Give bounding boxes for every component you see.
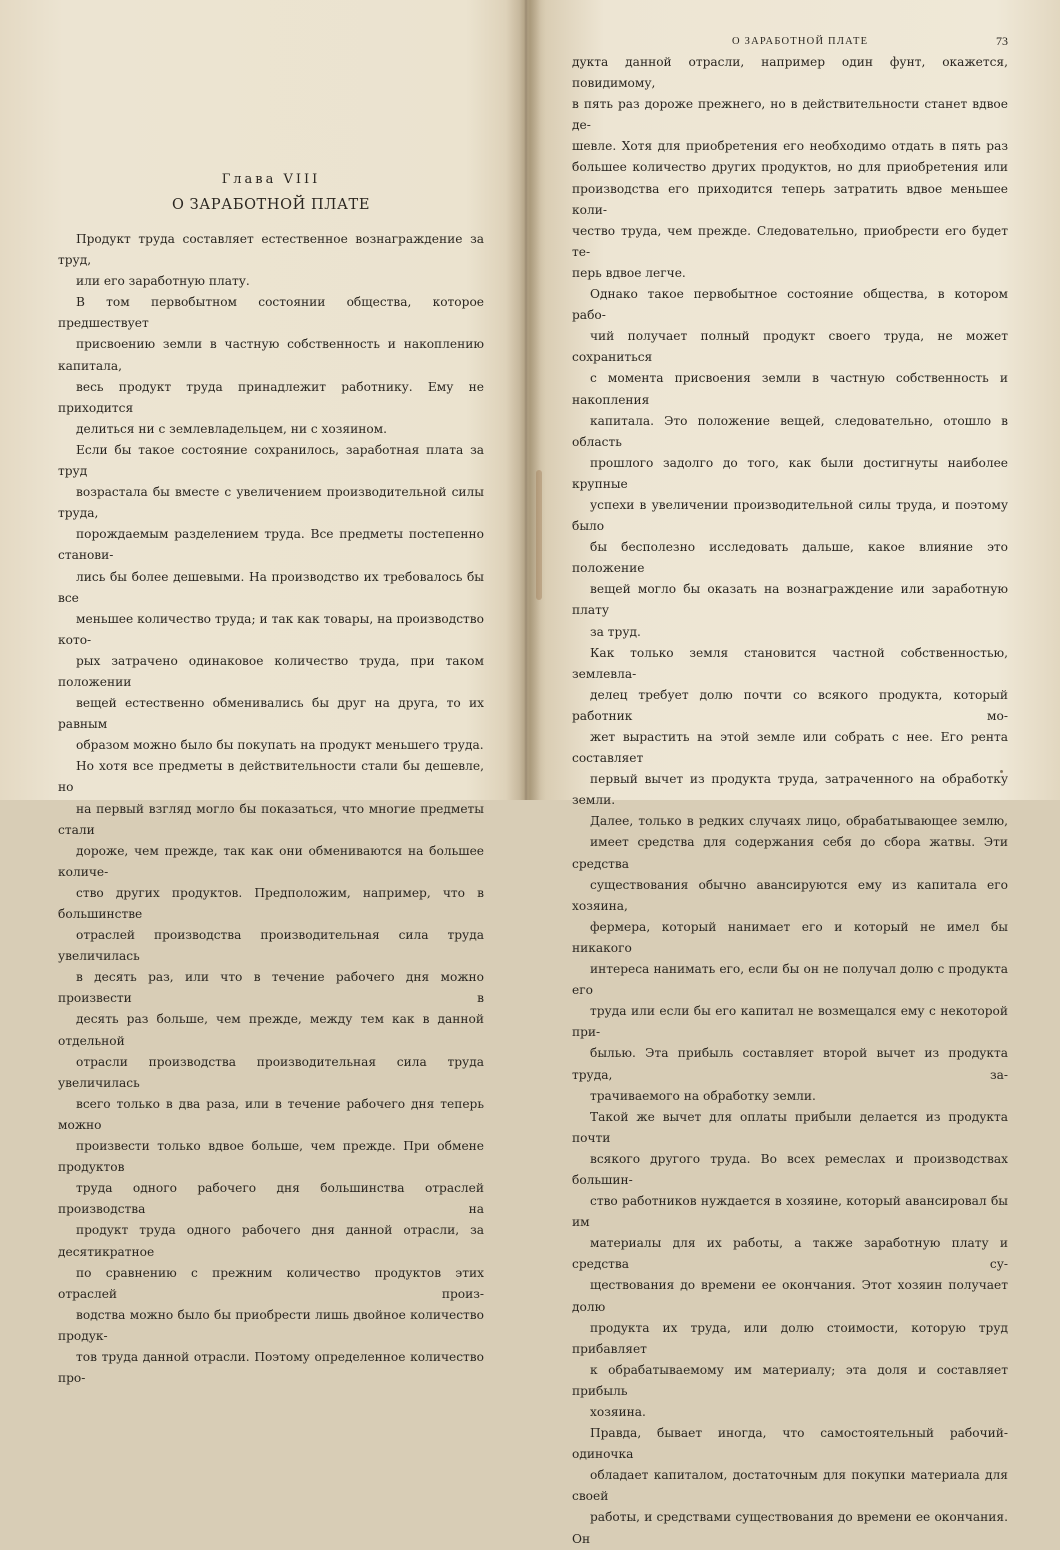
paragraph — [572, 1423, 1008, 1550]
text-line: вещей естественно обменивались бы друг на друга, то их равным — [58, 696, 484, 732]
text-line: первый вычет из продукта труда, затраченного на обработку земли. — [572, 772, 1008, 808]
paragraph — [572, 284, 1008, 643]
text-line: фермера, который нанимает его и который не имел бы никакого — [572, 919, 1008, 955]
paragraph — [58, 292, 484, 440]
right-page-body — [572, 52, 1008, 1550]
text-line: за труд. — [590, 624, 641, 639]
text-line: продукта их труда, или долю стоимости, которую труд прибавляет — [572, 1320, 1008, 1356]
text-line: образом можно было бы покупать на продукт меньшего труда. — [76, 738, 484, 753]
text-line: труда или если бы его капитал не возмещался ему с некоторой при- — [572, 1004, 1008, 1040]
chapter-label: Глава VIII — [221, 172, 321, 187]
book-gutter — [506, 0, 546, 800]
text-line: обладает капиталом, достаточным для покупки материала для своей — [572, 1468, 1008, 1504]
text-line: Правда, бывает иногда, что самостоятельный рабочий-одиночка — [572, 1426, 1008, 1462]
text-line: лись бы более дешевыми. На производство их требовалось бы все — [58, 569, 484, 605]
text-line: делиться ни с землевладельцем, ни с хозяином. — [76, 421, 388, 436]
text-line: меньшее количество труда; и так как товары, на производство кото- — [58, 611, 484, 647]
page-number: 73 — [996, 34, 1008, 48]
text-line: дукта данной отрасли, например один фунт, окажется, повидимому, — [572, 55, 1008, 91]
text-line: отраслей производства производительная сила труда увеличилась — [58, 928, 484, 964]
text-line: Если бы такое состояние сохранилось, заработная плата за труд — [58, 442, 484, 479]
text-line: капитала. Это положение вещей, следовательно, отошло в область — [572, 413, 1008, 449]
text-line: труда одного рабочего дня большинства отраслей производства на — [58, 1181, 484, 1217]
paper-stain — [536, 470, 542, 600]
text-line: ство других продуктов. Предположим, например, что в большинстве — [58, 885, 484, 921]
paragraph — [58, 440, 484, 756]
text-line: или его заработную плату. — [76, 274, 250, 289]
text-line: всего только в два раза, или в течение рабочего дня теперь можно — [58, 1096, 484, 1132]
text-line: Продукт труда составляет естественное вознаграждение за труд, — [58, 232, 484, 268]
paragraph — [572, 1107, 1008, 1423]
text-line: продукт труда одного рабочего дня данной отрасли, за десятикратное — [58, 1223, 484, 1259]
paragraph — [572, 811, 1008, 1106]
text-line: вещей могло бы оказать на вознаграждение или заработную плату — [572, 582, 1008, 618]
text-line: делец требует долю почти со всякого продукта, который работник мо- — [572, 687, 1008, 723]
text-line: трачиваемого на обработку земли. — [590, 1088, 816, 1103]
text-line: порождаемым разделением труда. Все предметы постепенно станови- — [58, 527, 484, 563]
text-line: В том первобытном состоянии общества, которое предшествует — [58, 295, 484, 331]
text-line: прошлого задолго до того, как были достигнуты наиболее крупные — [572, 455, 1008, 491]
text-line: бы бесполезно исследовать дальше, какое влияние это положение — [572, 540, 1008, 576]
text-line: отрасли производства производительная сила труда увеличилась — [58, 1054, 484, 1090]
text-line: тов труда данной отрасли. Поэтому определенное количество про- — [58, 1349, 484, 1386]
text-line: по сравнению с прежним количество продуктов этих отраслей произ- — [58, 1265, 484, 1301]
text-line: былью. Эта прибыль составляет второй вычет из продукта труда, за- — [572, 1046, 1008, 1082]
text-line: имеет средства для содержания себя до сбора жатвы. Эти средства — [572, 835, 1008, 871]
text-line: весь продукт труда принадлежит работнику. Ему не приходится — [58, 379, 484, 415]
left-page-body — [58, 229, 484, 1389]
text-line: ство работников нуждается в хозяине, который авансировал бы им — [572, 1194, 1008, 1230]
chapter-title: О ЗАРАБОТНОЙ ПЛАТЕ — [171, 197, 371, 213]
text-line: в десять раз, или что в течение рабочего дня можно произвести в — [58, 970, 484, 1006]
paragraph — [572, 643, 1008, 812]
text-line: всякого другого труда. Во всех ремеслах и производствах большин- — [572, 1151, 1008, 1187]
text-line: Но хотя все предметы в действительности стали бы дешевле, но — [58, 759, 484, 795]
text-line: жет вырастить на этой земле или собрать с нее. Его рента составляет — [572, 730, 1008, 766]
text-line: дороже, чем прежде, так как они обмениваются на большее количе- — [58, 843, 484, 879]
text-line: десять раз больше, чем прежде, между тем как в данной отдельной — [58, 1012, 484, 1048]
text-line: успехи в увеличении производительной силы труда, и поэтому было — [572, 497, 1008, 534]
text-line: водства можно было бы приобрести лишь двойное количество продук- — [58, 1307, 484, 1343]
text-line: ществования до времени ее окончания. Этот хозяин получает долю — [572, 1278, 1008, 1314]
text-line: присвоению земли в частную собственность и накоплению капитала, — [58, 337, 484, 373]
text-line: к обрабатываемому им материалу; эта доля и составляет прибыль — [572, 1362, 1008, 1398]
paragraph — [572, 52, 1008, 284]
paragraph — [58, 756, 484, 1389]
left-page — [58, 150, 484, 1389]
text-line: интереса нанимать его, если бы он не получал долю с продукта его — [572, 962, 1008, 998]
text-line: шевле. Хотя для приобретения его необходимо отдать в пять раз — [572, 139, 1008, 154]
text-line: Однако такое первобытное состояние общества, в котором рабо- — [572, 287, 1008, 323]
text-line: производства его приходится теперь затратить вдвое меньшее коли- — [572, 181, 1008, 217]
text-line: Как только земля становится частной собственностью, землевла- — [572, 645, 1008, 681]
text-line: материалы для их работы, а также заработную плату и средства су- — [572, 1236, 1008, 1272]
running-head — [572, 28, 1008, 52]
text-line: существования обычно авансируются ему из капитала его хозяина, — [572, 877, 1008, 913]
paragraph — [58, 229, 484, 292]
text-line: хозяина. — [590, 1405, 646, 1419]
text-line: чий получает полный продукт своего труда, не может сохраниться — [572, 329, 1008, 365]
text-line: большее количество других продуктов, но для приобретения или — [572, 160, 1008, 175]
text-line: Далее, только в редких случаях лицо, обрабатывающее землю, — [590, 814, 1008, 829]
text-line: рых затрачено одинаковое количество труда, при таком положении — [58, 653, 484, 689]
text-line: произвести только вдвое больше, чем прежде. При обмене продуктов — [58, 1139, 484, 1175]
running-title: О ЗАРАБОТНОЙ ПЛАТЕ — [732, 36, 869, 47]
text-line: в пять раз дороже прежнего, но в действительности станет вдвое де- — [572, 97, 1008, 133]
right-page — [572, 28, 1008, 1550]
text-line: с момента присвоения земли в частную собственность и накопления — [572, 371, 1008, 407]
text-line: возрастала бы вместе с увеличением производительной силы труда, — [58, 485, 484, 521]
text-line: Такой же вычет для оплаты прибыли делается из продукта почти — [572, 1109, 1008, 1145]
text-line: перь вдвое легче. — [572, 265, 686, 280]
text-line: на первый взгляд могло бы показаться, что многие предметы стали — [58, 801, 484, 837]
text-line: работы, и средствами существования до времени ее окончания. Он — [572, 1510, 1008, 1546]
text-line: чество труда, чем прежде. Следовательно, приобрести его будет те- — [572, 223, 1008, 259]
